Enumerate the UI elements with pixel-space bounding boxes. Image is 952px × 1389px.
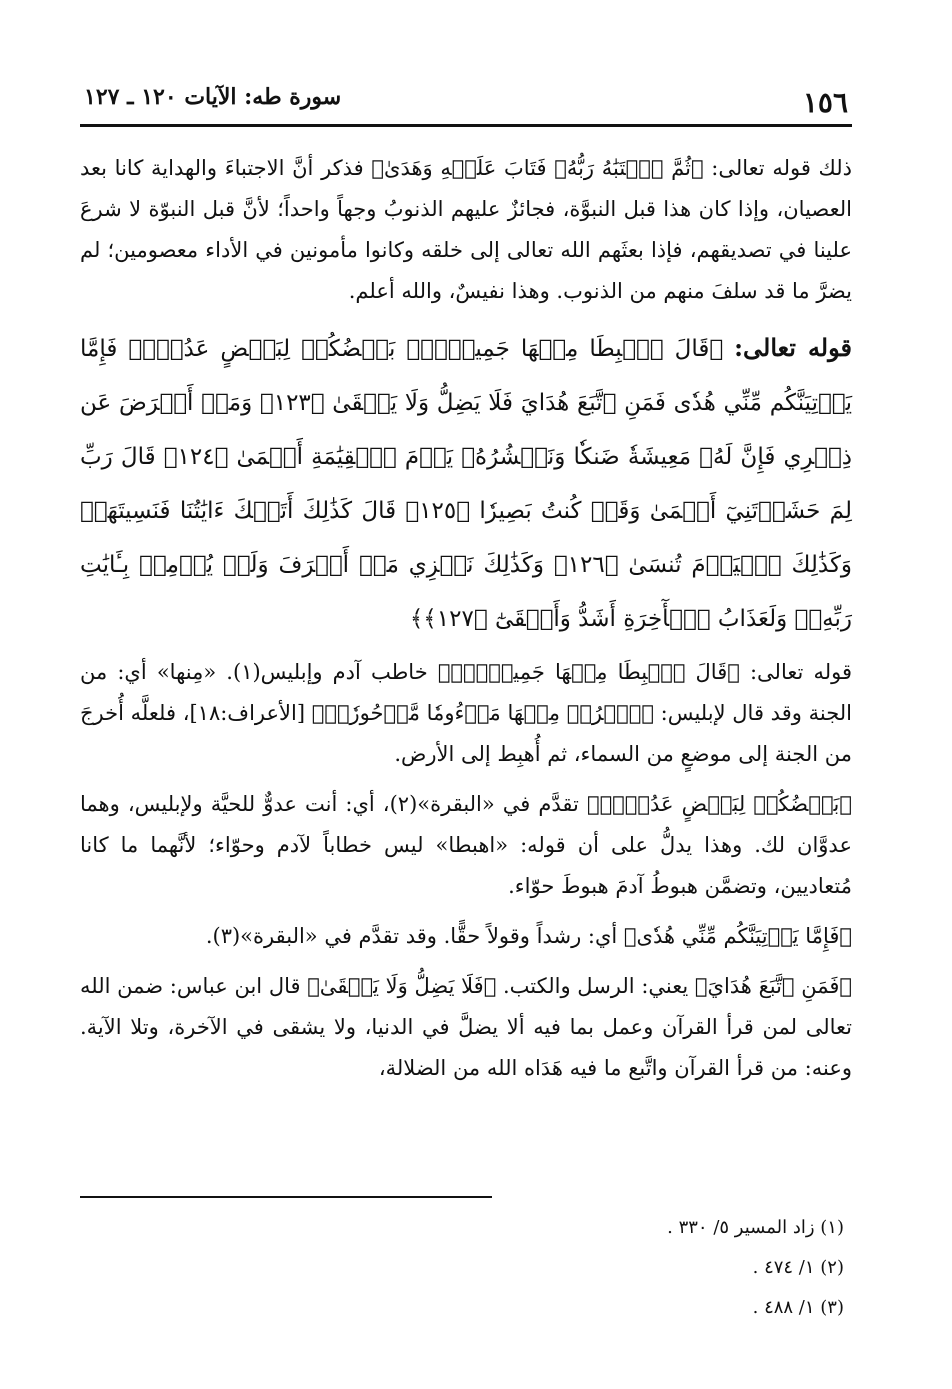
running-title: سورة طه: الآيات ١٢٠ ـ ١٢٧ [84,84,342,110]
page-number: ١٥٦ [802,86,848,119]
commentary-paragraph-3: ﴿فَإِمَّا يَأۡتِيَنَّكُم مِّنِّي هُدٗى﴾ أي: رشداً وقولاً حقًّا. وقد تقدَّم في «البقرة»(٣). [205,924,852,948]
page-body [80,148,852,1098]
commentary-paragraph-4: ﴿فَمَنِ ٱتَّبَعَ هُدَايَ﴾ يعني: الرسل والكتب. ﴿فَلَا يَضِلُّ وَلَا يَشۡقَىٰ﴾ قال ابن عباس: ضمن الله تعالى لمن قرأ القرآن وعمل بما فيه ألا يضلَّ في الدنيا، ولا يشقى في الآخرة، وتلا الآية. وعنه: من قرأ القرآن واتَّبع ما فيه هَدَاه الله من الضلالة، [80,974,852,1080]
page-header [80,80,852,120]
commentary-paragraph-1: قوله تعالى: ﴿قَالَ ٱهۡبِطَا مِنۡهَا جَمِيعَۢاۖ﴾ خاطب آدم وإبليس(١). «مِنها» أي: من الجنة وقد قال لإبليس: ﴿ٱخۡرُجۡ مِنۡهَا مَذۡءُومٗا مَّدۡحُورٗاۖ﴾ [الأعراف:١٨]، فلعلَّه أُخرجَ من الجنة إلى موضعٍ من السماء، ثم أُهبِط إلى الأرض. [80,660,852,766]
footnote-2: (٢) ١/ ٤٧٤ . [752,1257,844,1278]
footnote-rule [80,1196,492,1198]
footnotes [244,1208,844,1328]
verses-text: ﴿قَالَ ٱهۡبِطَا مِنۡهَا جَمِيعَۢاۖ بَعۡضُكُمۡ لِبَعۡضٍ عَدُوّٞۖ فَإِمَّا يَأۡتِيَنَّكُم مِّنِّي هُدٗى فَمَنِ ٱتَّبَعَ هُدَايَ فَلَا يَضِلُّ وَلَا يَشۡقَىٰ ﴿١٢٣﴾ وَمَنۡ أَعۡرَضَ عَن ذِكۡرِي فَإِنَّ لَهُۥ مَعِيشَةٗ ضَنكٗا وَنَحۡشُرُهُۥ يَوۡمَ ٱلۡقِيَٰمَةِ أَعۡمَىٰ ﴿١٢٤﴾ قَالَ رَبِّ لِمَ حَشَرۡتَنِيٓ أَعۡمَىٰ وَقَدۡ كُنتُ بَصِيرٗا ﴿١٢٥﴾ قَالَ كَذَٰلِكَ أَتَتۡكَ ءَايَٰتُنَا فَنَسِيتَهَاۖ وَكَذَٰلِكَ ٱلۡيَوۡمَ تُنسَىٰ ﴿١٢٦﴾ وَكَذَٰلِكَ نَجۡزِي مَنۡ أَسۡرَفَ وَلَمۡ يُؤۡمِنۢ بِـَٔايَٰتِ رَبِّهِۦۚ وَلَعَذَابُ ٱلۡأٓخِرَةِ أَشَدُّ وَأَبۡقَىٰٓ ﴿١٢٧﴾﴾ [80,336,853,632]
commentary-paragraph-2: ﴿بَعۡضُكُمۡ لِبَعۡضٍ عَدُوّٞۖ﴾ تقدَّم في «البقرة»(٢)، أي: أنت عدوٌّ للحيَّة ولإبليس، وهما عدوَّان لك. وهذا يدلُّ على أن قوله: «اهبطا» ليس خطاباً لآدم وحوّاء؛ لأنَّهما ما كانا مُتعاديين، وتضمَّن هبوطُ آدمَ هبوطَ حوّاء. [80,792,852,898]
intro-paragraph: ذلك قوله تعالى: ﴿ثُمَّ ٱجۡتَبَٰهُ رَبُّهُۥ فَتَابَ عَلَيۡهِ وَهَدَىٰ﴾ فذكر أنَّ الاجتباءَ والهداية كانا بعد العصيان، وإذا كان هذا قبل النبوَّة، فجائزٌ عليهم الذنوبُ وجهاً واحداً؛ لأنَّ قبل النبوّة لا شرعَ علينا في تصديقهم، فإذا بعثَهم الله تعالى إلى خلقه وكانوا مأمونين في الأداء معصومين؛ لم يضرَّ ما قد سلفَ منهم من الذنوب. وهذا نفيسٌ، والله أعلم. [80,156,852,303]
footnote-3: (٣) ١/ ٤٨٨ . [752,1297,844,1318]
header-rule [80,124,852,127]
footnote-1: (١) زاد المسير ٥/ ٣٣٠ . [667,1217,844,1238]
quran-verses-block [80,321,852,646]
verses-lead: قوله تعالى: [734,333,852,362]
